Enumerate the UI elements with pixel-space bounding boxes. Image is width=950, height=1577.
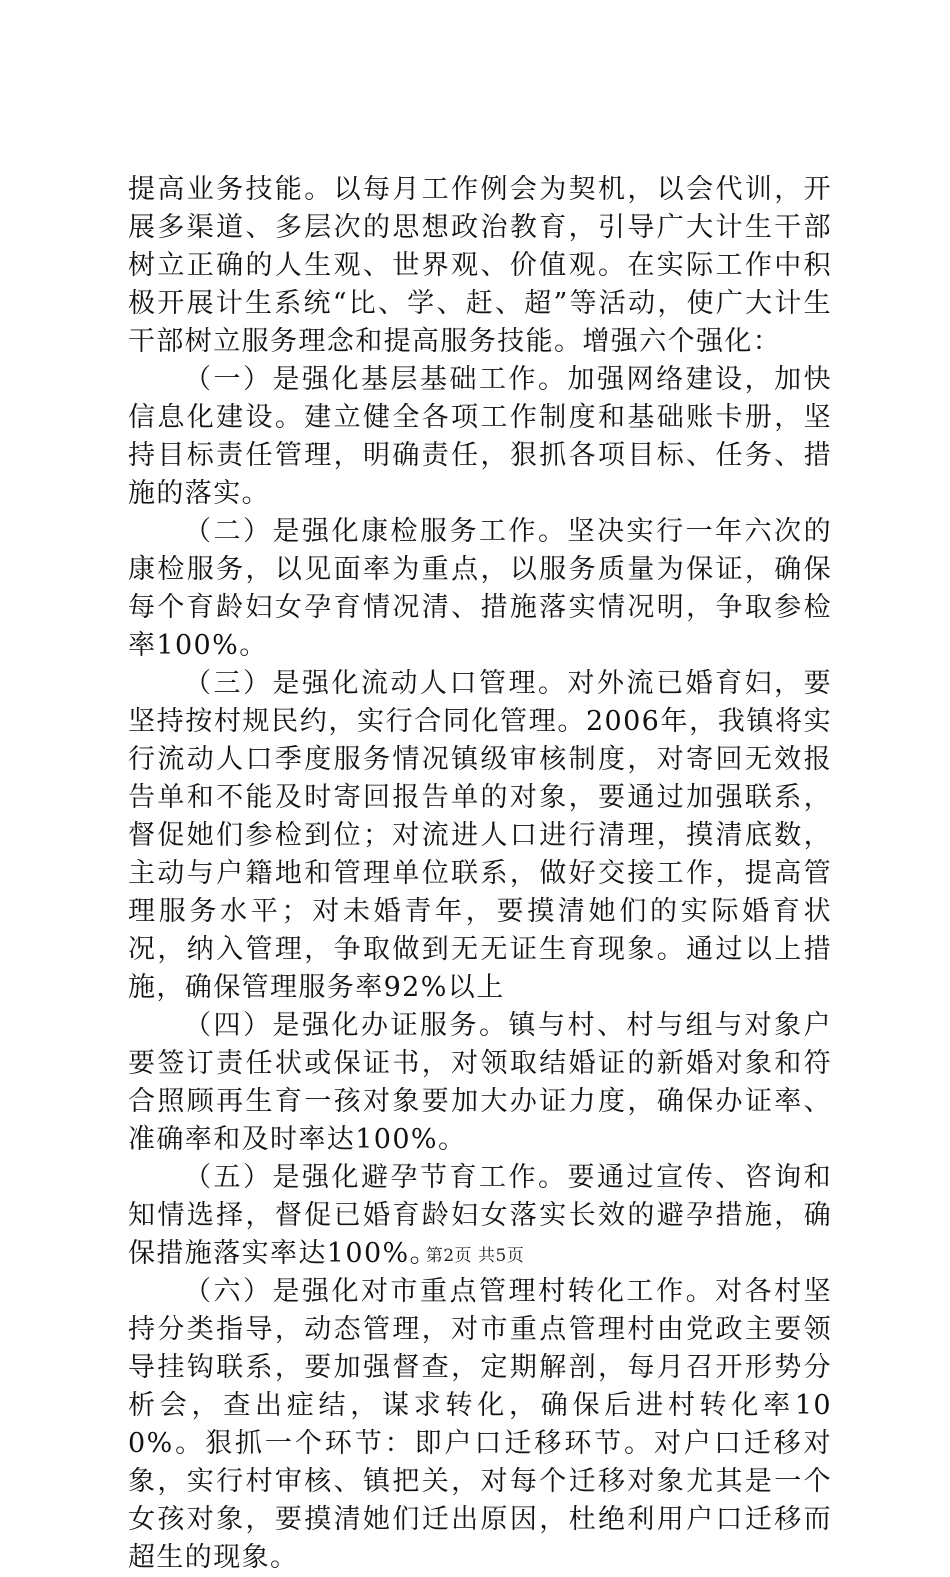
- paragraph-item-3: （三）是强化流动人口管理。对外流已婚育妇，要坚持按村规民约，实行合同化管理。2006年，我镇将实行流动人口季度服务情况镇级审核制度，对寄回无效报告单和不能及时寄回报告单的对象，要通过加强联系，督促她们参检到位；对流进人口进行清理，摸清底数，主动与户籍地和管理单位联系，做好交接工作，提高管理服务水平；对未婚青年，要摸清她们的实际婚育状况，纳入管理，争取做到无无证生育现象。通过以上措施，确保管理服务率92%以上: [128, 668, 832, 1003]
- paragraph-item-1: （一）是强化基层基础工作。加强网络建设，加快信息化建设。建立健全各项工作制度和基础账卡册，坚持目标责任管理，明确责任，狠抓各项目标、任务、措施的落实。: [128, 364, 832, 509]
- paragraph-item-2: （二）是强化康检服务工作。坚决实行一年六次的康检服务，以见面率为重点，以服务质量为保证，确保每个育龄妇女孕育情况清、措施落实情况明，争取参检率100%。: [128, 516, 832, 661]
- paragraph-item-6: （六）是强化对市重点管理村转化工作。对各村坚持分类指导，动态管理，对市重点管理村由党政主要领导挂钩联系，要加强督查，定期解剖，每月召开形势分析会，查出症结，谋求转化，确保后进村转化率100%。狠抓一个环节：即户口迁移环节。对户口迁移对象，实行村审核、镇把关，对每个迁移对象尤其是一个女孩对象，要摸清她们迁出原因，杜绝利用户口迁移而超生的现象。: [128, 1276, 832, 1573]
- paragraph-intro: 提高业务技能。以每月工作例会为契机，以会代训，开展多渠道、多层次的思想政治教育，引导广大计生干部树立正确的人生观、世界观、价值观。在实际工作中积极开展计生系统“比、学、赶、超”等活动，使广大计生干部树立服务理念和提高服务技能。增强六个强化：: [128, 174, 832, 357]
- document-body: [128, 171, 832, 1577]
- paragraph-item-4: （四）是强化办证服务。镇与村、村与组与对象户要签订责任状或保证书，对领取结婚证的新婚对象和符合照顾再生育一孩对象要加大办证力度，确保办证率、准确率和及时率达100%。: [128, 1010, 832, 1155]
- page-number-footer: 第2页 共5页: [425, 1246, 525, 1266]
- paragraph-item-5: （五）是强化避孕节育工作。要通过宣传、咨询和知情选择，督促已婚育龄妇女落实长效的避孕措施，确保措施落实率达100%。: [128, 1162, 832, 1269]
